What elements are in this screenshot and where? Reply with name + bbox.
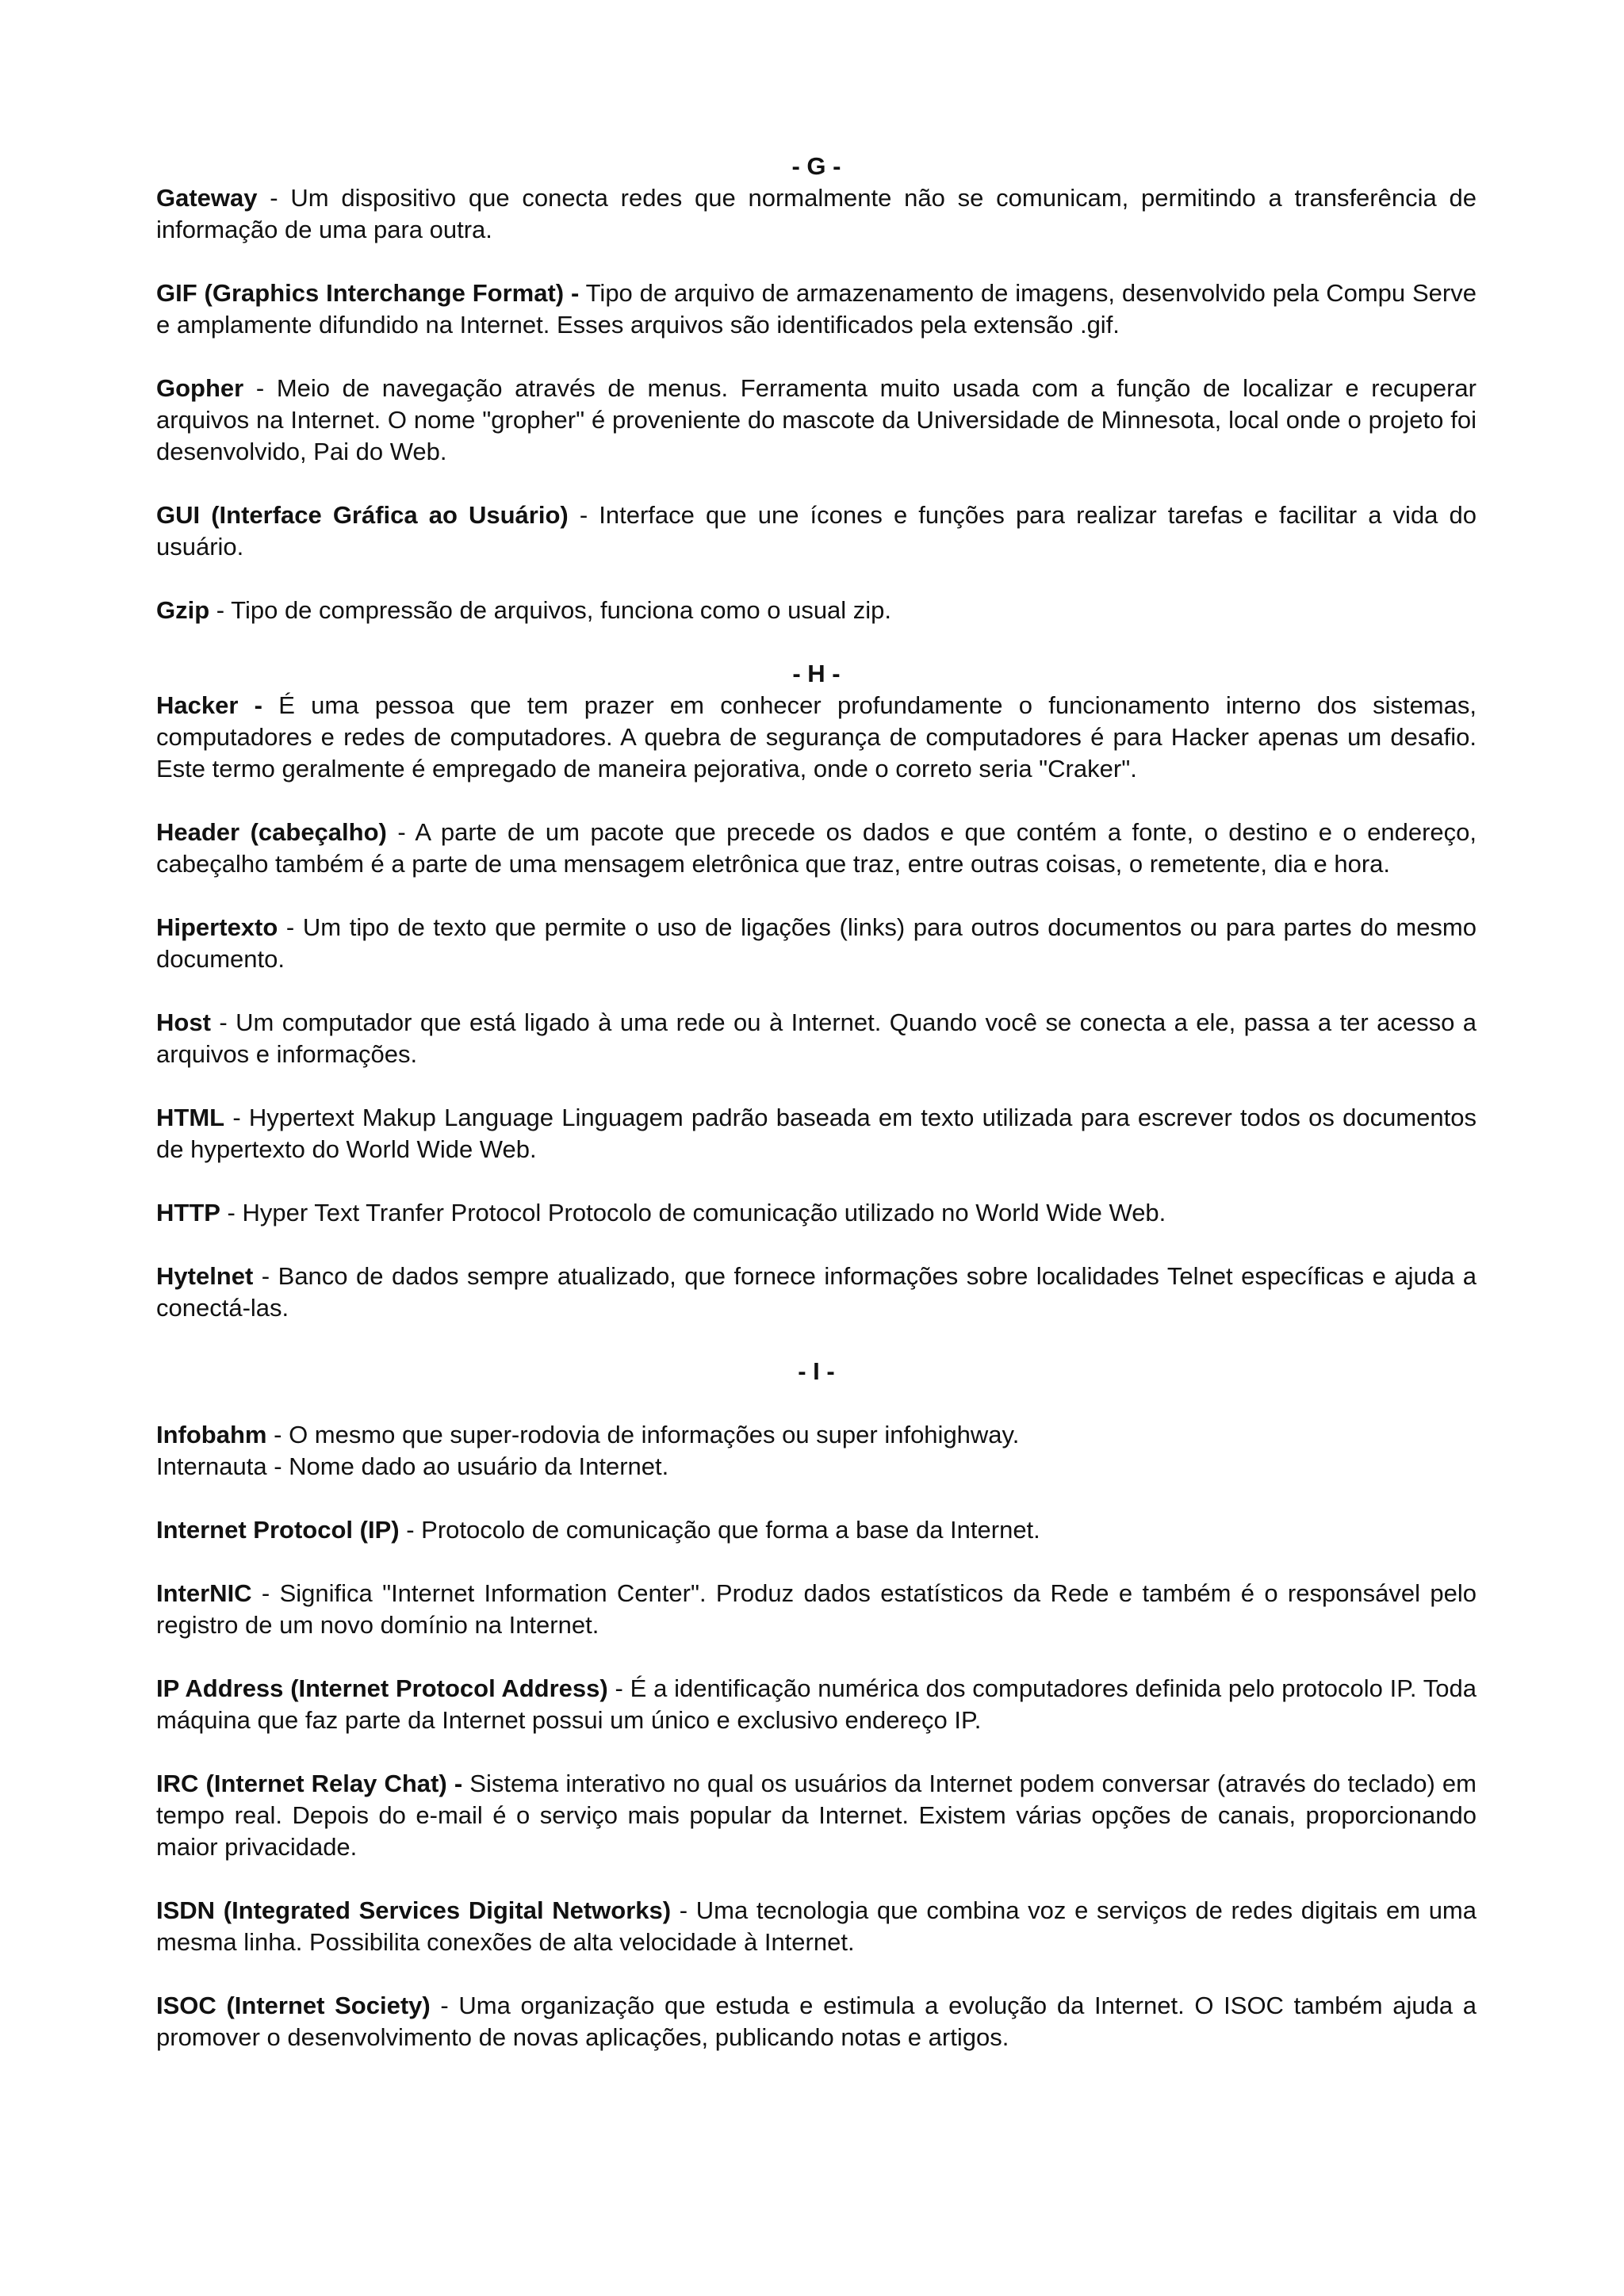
glossary-entry — [156, 1990, 1477, 2053]
entry-definition: Protocolo de comunicação que forma a base da Internet. — [421, 1516, 1040, 1544]
entry-term: InterNIC — [156, 1579, 252, 1607]
entry-separator: - — [251, 1579, 280, 1607]
entry-definition: Hyper Text Tranfer Protocol Protocolo de comunicação utilizado no World Wide Web. — [242, 1199, 1166, 1226]
glossary-body — [156, 151, 1477, 2085]
entry-separator — [579, 279, 585, 307]
entry-term: GIF (Graphics Interchange Format) - — [156, 279, 580, 307]
entry-definition: Uma tecnologia que combina voz e serviços de redes digitais em uma mesma linha. Possibilita conexões de alta velocidade à Internet. — [156, 1896, 1477, 1956]
entry-definition: Hypertext Makup Language Linguagem padrão baseada em texto utilizada para escrever todos os documentos de hypertexto do World Wide Web. — [156, 1104, 1477, 1163]
entry-definition: Significa "Internet Information Center". Produz dados estatísticos da Rede e também é o responsável pelo registro de um novo domínio na Internet. — [156, 1579, 1477, 1639]
entry-definition: Banco de dados sempre atualizado, que fornece informações sobre localidades Telnet específicas e ajuda a conectá-las. — [156, 1262, 1477, 1322]
entry-separator: - — [257, 184, 291, 212]
glossary-entry — [156, 1007, 1477, 1070]
entry-term: GUI (Interface Gráfica ao Usuário) — [156, 501, 569, 529]
glossary-entry — [156, 182, 1477, 246]
glossary-entry — [156, 277, 1477, 341]
glossary-entry — [156, 912, 1477, 975]
glossary-entry — [156, 1102, 1477, 1165]
entry-definition: É uma pessoa que tem prazer em conhecer profundamente o funcionamento interno dos sistemas, computadores e redes de computadores. A quebra de segurança de computadores é para Hacker apenas um desafio. Este termo geralmente é empregado de maneira pejorativa, onde o correto seria "Craker". — [156, 691, 1477, 783]
entry-term: ISOC (Internet Society) — [156, 1992, 431, 2019]
entry-separator: - — [243, 374, 277, 402]
entry-definition: O mesmo que super-rodovia de informações ou super infohighway. — [289, 1421, 1020, 1448]
glossary-entry — [156, 817, 1477, 880]
entry-term: Gateway — [156, 184, 258, 212]
entry-term: IP Address (Internet Protocol Address) — [156, 1674, 608, 1702]
glossary-entry — [156, 1895, 1477, 1958]
glossary-entry — [156, 1514, 1477, 1546]
entry-separator: - — [266, 1421, 289, 1448]
entry-separator: - — [209, 596, 232, 624]
entry-term: Gopher — [156, 374, 244, 402]
entry-separator — [262, 691, 278, 719]
glossary-entry — [156, 373, 1477, 468]
entry-term: ISDN (Integrated Services Digital Networks) — [156, 1896, 672, 1924]
entry-separator: - — [224, 1104, 249, 1131]
entry-definition: Um dispositivo que conecta redes que normalmente não se comunicam, permitindo a transferência de informação de uma para outra. — [156, 184, 1477, 243]
entry-term: Infobahm — [156, 1421, 267, 1448]
entry-definition: É a identificação numérica dos computadores definida pelo protocolo IP. Toda máquina que faz parte da Internet possui um único e exclusivo endereço IP. — [156, 1674, 1477, 1734]
entry-definition: Um computador que está ligado à uma rede ou à Internet. Quando você se conecta a ele, passa a ter acesso a arquivos e informações. — [156, 1008, 1477, 1068]
entry-separator: - — [210, 1008, 236, 1036]
section-header-i: - I - — [798, 1357, 835, 1385]
entry-term: HTTP — [156, 1199, 220, 1226]
entry-term: Hytelnet — [156, 1262, 254, 1290]
entry-term: Header (cabeçalho) — [156, 818, 387, 846]
entry-definition: Meio de navegação através de menus. Ferramenta muito usada com a função de localizar e recuperar arquivos na Internet. O nome "gropher" é proveniente do mascote da Universidade de Minnesota, local onde o projeto foi desenvolvido, Pai do Web. — [156, 374, 1477, 465]
glossary-entry — [156, 1261, 1477, 1324]
entry-definition: Interface que une ícones e funções para realizar tarefas e facilitar a vida do usuário. — [156, 501, 1477, 561]
entry-separator: - — [278, 913, 303, 941]
entry-term: IRC (Internet Relay Chat) - — [156, 1770, 463, 1797]
entry-separator: - — [607, 1674, 630, 1702]
entry-separator: - — [671, 1896, 696, 1924]
entry-term: Host — [156, 1008, 211, 1036]
entry-definition: Uma organização que estuda e estimula a evolução da Internet. O ISOC também ajuda a promover o desenvolvimento de novas aplicações, publicando notas e artigos. — [156, 1992, 1477, 2051]
entry-definition: A parte de um pacote que precede os dados e que contém a fonte, o destino e o endereço, cabeçalho também é a parte de uma mensagem eletrônica que traz, entre outras coisas, o remetente, dia e hora. — [156, 818, 1477, 878]
entry-definition: Tipo de compressão de arquivos, funciona como o usual zip. — [231, 596, 892, 624]
glossary-entry — [156, 1673, 1477, 1736]
spacer — [156, 1387, 1477, 1419]
entry-term: HTML — [156, 1104, 225, 1131]
entry-definition: Internauta - Nome dado ao usuário da Internet. — [156, 1452, 669, 1480]
entry-term: Hacker - — [156, 691, 262, 719]
entry-separator: - — [220, 1199, 243, 1226]
section-header-g: - G - — [791, 152, 841, 180]
entry-separator — [462, 1770, 469, 1797]
glossary-entry — [156, 499, 1477, 563]
entry-definition: Tipo de arquivo de armazenamento de imagens, desenvolvido pela Compu Serve e amplamente difundido na Internet. Esses arquivos são identificados pela extensão .gif. — [156, 279, 1477, 339]
glossary-entry — [156, 1419, 1477, 1451]
glossary-entry — [156, 1768, 1477, 1863]
entry-separator: - — [430, 1992, 459, 2019]
entry-term: Internet Protocol (IP) — [156, 1516, 400, 1544]
glossary-entry — [156, 1197, 1477, 1229]
entry-definition: Um tipo de texto que permite o uso de ligações (links) para outros documentos ou para partes do mesmo documento. — [156, 913, 1477, 973]
glossary-entry — [156, 1451, 1477, 1483]
entry-term: Hipertexto — [156, 913, 278, 941]
entry-definition: Sistema interativo no qual os usuários da Internet podem conversar (através do teclado) em tempo real. Depois do e-mail é o serviço mais popular da Internet. Existem várias opções de canais, proporcionando maior privacidade. — [156, 1770, 1477, 1861]
glossary-entry — [156, 595, 1477, 626]
entry-separator: - — [399, 1516, 422, 1544]
entry-separator: - — [568, 501, 599, 529]
entry-separator: - — [386, 818, 416, 846]
glossary-entry — [156, 690, 1477, 785]
entry-separator: - — [253, 1262, 278, 1290]
entry-term: Gzip — [156, 596, 210, 624]
section-header-h: - H - — [792, 660, 841, 687]
glossary-entry — [156, 1578, 1477, 1641]
